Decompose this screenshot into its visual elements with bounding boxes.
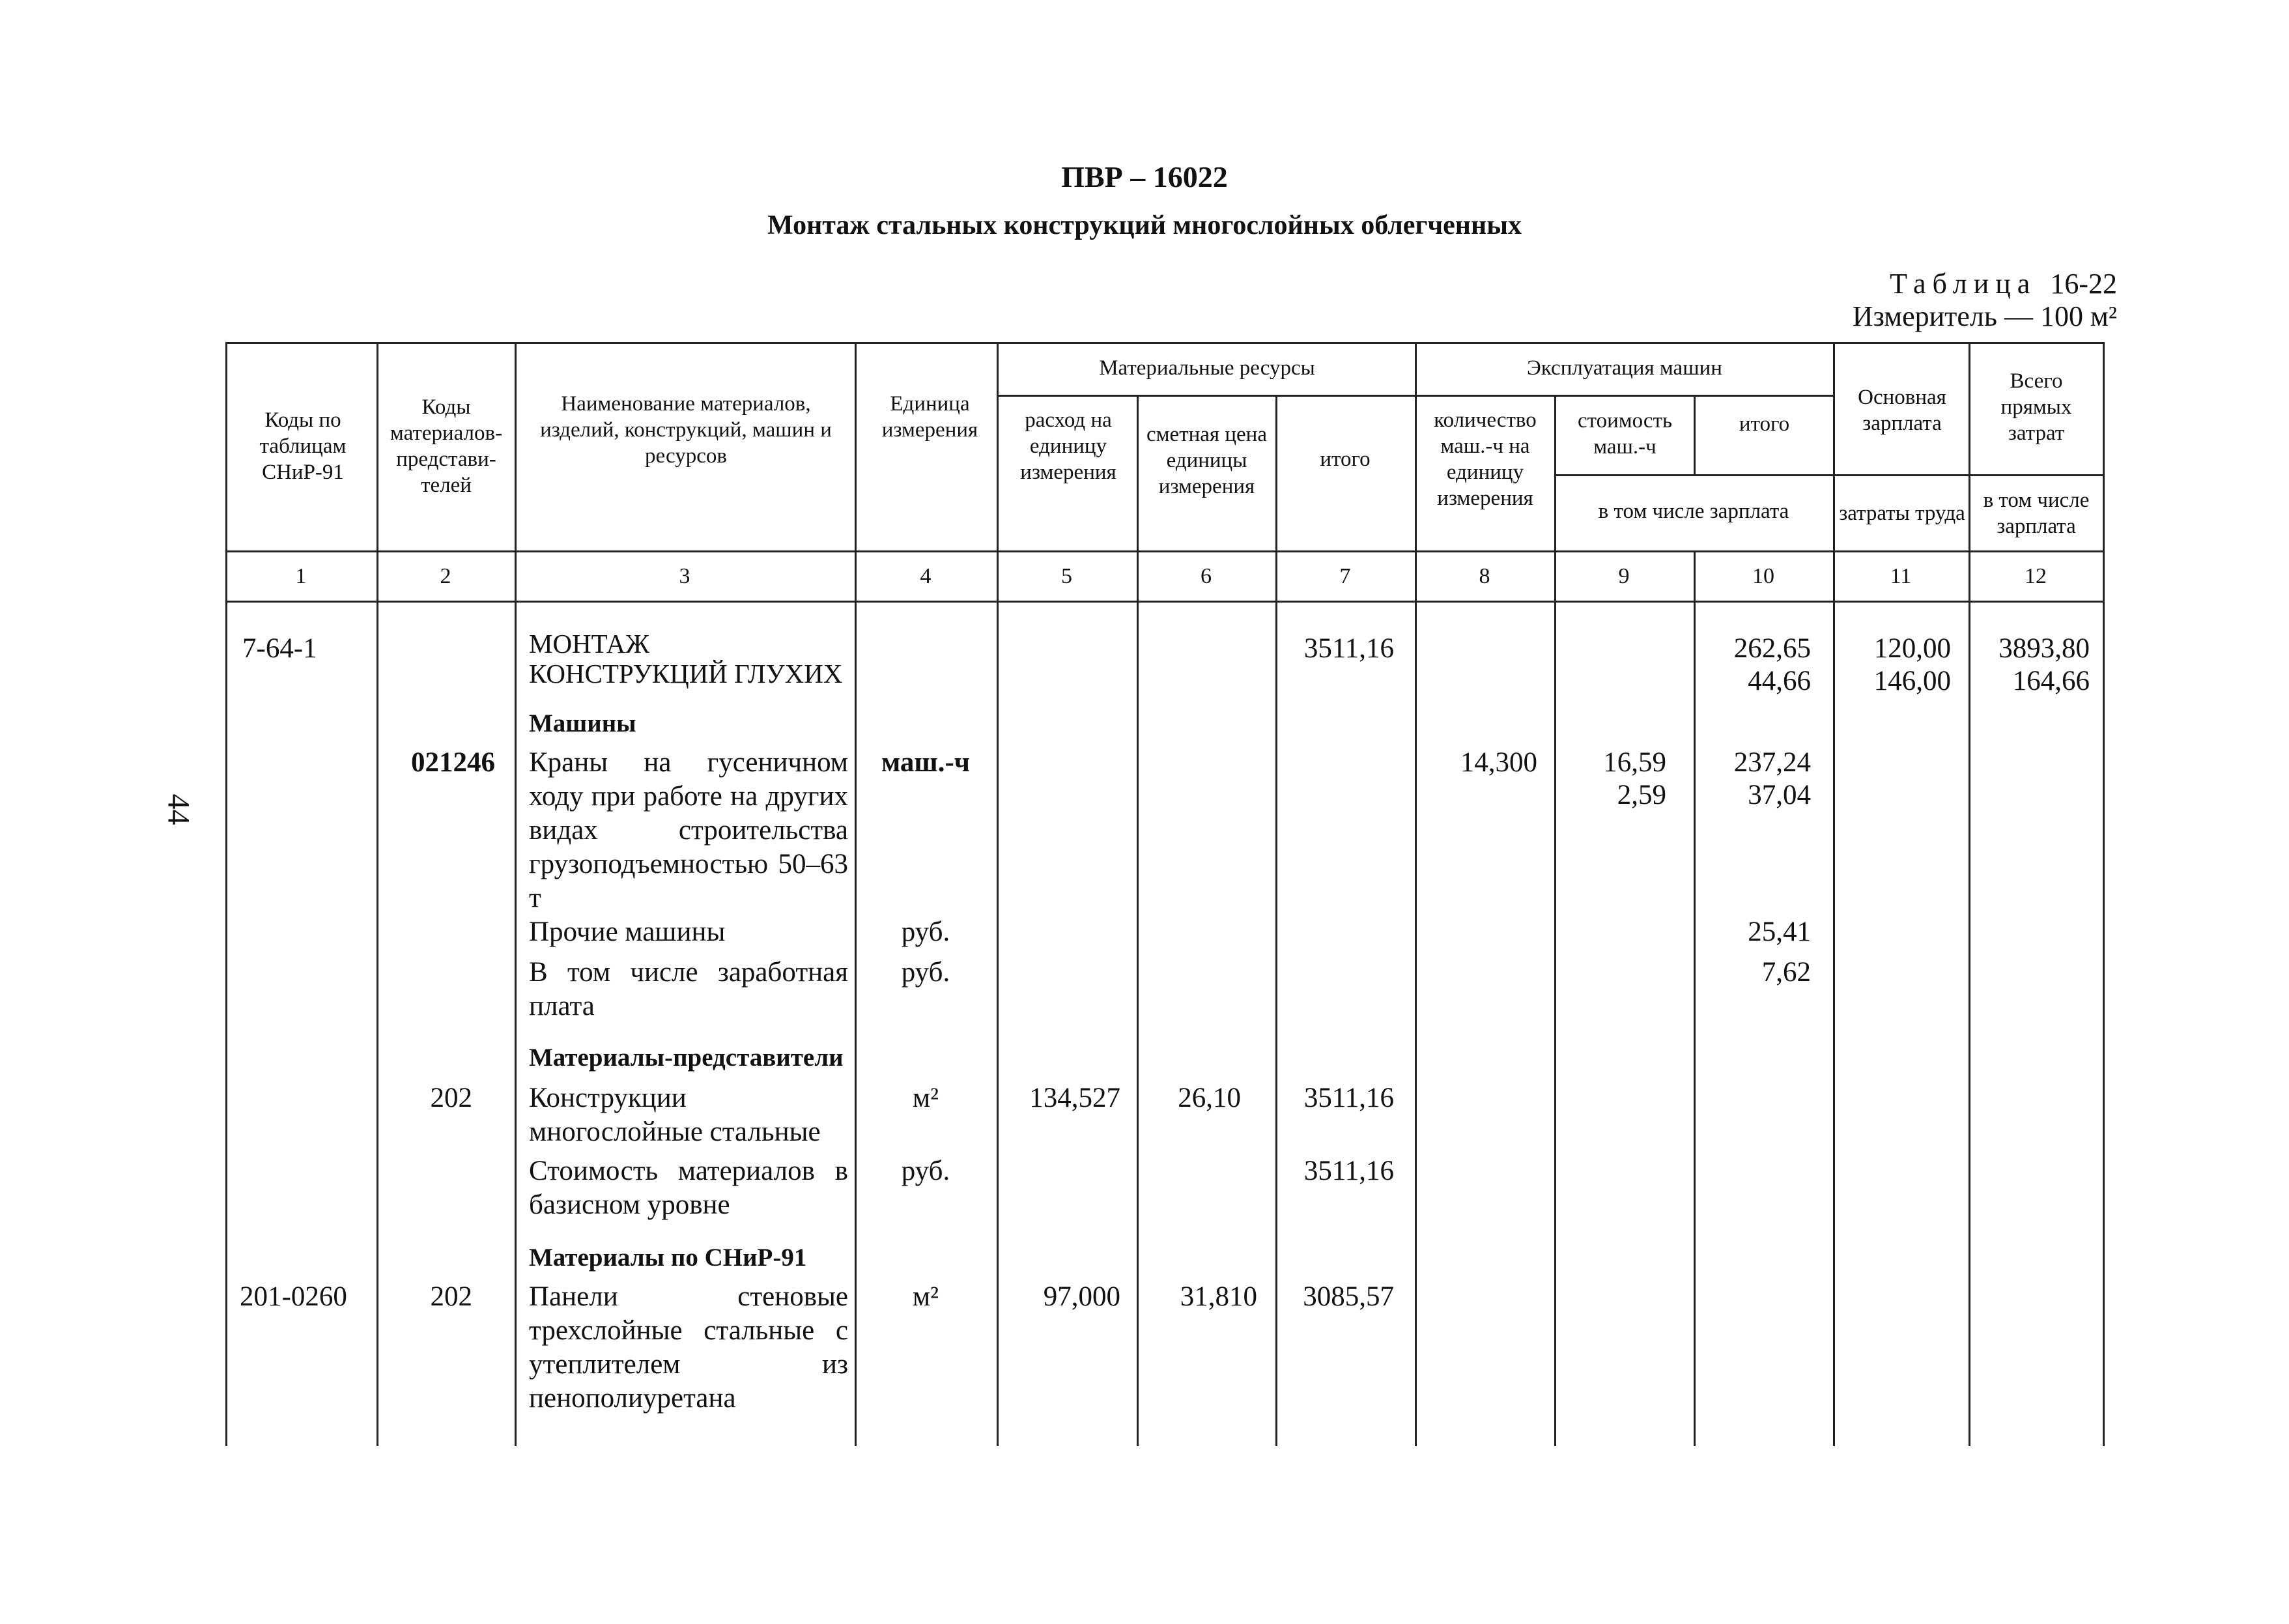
col-line-5 [1137,395,1139,1446]
table-number: 16-22 [2050,268,2117,300]
row-cost-name: Стоимость материалов в базисном уровне [529,1156,848,1220]
col-header-total-direct: Всего прямых затрат [2000,369,2072,445]
numbers-bottom-border [225,601,2103,603]
column-number: 5 [1061,564,1072,588]
row-constr-name: Конструкции многослойные стальные [529,1083,821,1147]
row-other-machine-total: 25,41 [1748,917,1811,947]
row-panel-code-material: 202 [430,1281,472,1312]
row-constr-price: 26,10 [1178,1083,1241,1113]
column-number: 10 [1752,564,1774,588]
row-crane-machine-total-wage: 37,04 [1748,780,1811,810]
col-line-8 [1554,395,1556,1446]
row-cost-material-total: 3511,16 [1303,1156,1394,1186]
column-number: 11 [1890,564,1912,588]
row-constr-material-total: 3511,16 [1303,1083,1394,1113]
row-main-labor: 146,00 [1873,666,1951,696]
row-crane-machine-total: 237,24 [1733,747,1811,778]
row-panel-consumption: 97,000 [1043,1281,1120,1312]
section-machines: Машины [529,709,636,737]
row-crane-machine-cost-wage: 2,59 [1617,780,1666,810]
unit-measure: Измеритель — 100 м² [1852,300,2117,332]
column-number: 4 [920,564,931,588]
document-code: ПВР – 16022 [1061,160,1228,193]
row-panel-material-total: 3085,57 [1303,1281,1394,1312]
row-constr-code: 202 [430,1083,472,1113]
col-line-1 [377,342,378,1446]
row-crane-machine-hours: 14,300 [1460,747,1537,778]
row-wage-machine-total: 7,62 [1761,957,1811,988]
col-line-0 [225,342,227,1446]
row-main-base-wage: 120,00 [1873,633,1951,664]
group-header-material: Материальные ресурсы [1099,356,1315,380]
column-number: 2 [440,564,451,588]
col-header-consumption: расход на единицу измерения [1020,408,1116,484]
document-title: Монтаж стальных конструкций многослойных облегченных [767,210,1522,240]
row-wage-unit: руб. [901,957,950,988]
col-header-unit: Единица измерения [881,392,978,442]
col-header-machine-cost: стоимость маш.-ч [1577,409,1673,459]
header-bottom-border [225,550,2103,552]
row-main-total-wage: 164,66 [2012,666,2090,696]
col-line-10 [1833,342,1835,1446]
row-main-material-total: 3511,16 [1303,633,1394,664]
col-header-total-wage: в том числе зарплата [1983,489,2090,538]
page-number: 44 [161,793,196,825]
col-line-12 [2103,342,2105,1446]
col-line-11 [1969,342,1970,1446]
col-header-machine-hours: количество маш.-ч на единицу измерения [1434,408,1537,510]
row-panel-unit: м² [912,1281,939,1312]
col-header-base-wage: Основная зарплата [1858,386,1946,435]
row-panel-price: 31,810 [1180,1281,1257,1312]
col-header-material-total: итого [1320,448,1371,471]
section-materials: Материалы-представители [529,1044,844,1072]
row-other-name: Прочие машины [529,917,726,947]
row-panel-code-snir: 201-0260 [240,1281,347,1312]
column-number: 1 [295,564,307,588]
section-snir: Материалы по СНиР-91 [529,1244,807,1272]
column-number: 12 [2025,564,2047,588]
col-header-labor: затраты труда [1839,502,1965,525]
col-line-9b [1694,550,1696,1446]
table-label-word: Таблица [1890,268,2037,300]
row-crane-machine-cost: 16,59 [1603,747,1666,778]
col-header-codes-snir: Коды по таблицам СНиР-91 [259,408,347,484]
column-number: 6 [1201,564,1212,588]
sub-header-divider [1554,474,2103,476]
row-cost-unit: руб. [901,1156,950,1186]
col-header-name: Наименование материалов, изделий, конструкций, машин и ресурсов [540,392,832,468]
row-main-machine-wage: 44,66 [1748,666,1811,696]
col-header-price: сметная цена единицы измерения [1146,423,1267,498]
col-header-machine-wage: в том числе зарплата [1598,500,1789,523]
col-header-machine-total: итого [1739,412,1790,436]
col-line-2 [515,342,517,1446]
col-line-6 [1275,395,1277,1446]
row-main-code: 7-64-1 [242,633,317,664]
group-header-machines: Эксплуатация машин [1527,356,1722,380]
col-line-4 [997,342,999,1446]
column-number: 9 [1618,564,1630,588]
row-crane-name: Краны на гусеничном ходу при работе на других видах строительства грузоподъемностью 50–63 т [529,747,848,913]
row-panel-name: Панели стеновые трехслойные стальные с утеплителем из пенополиуретана [529,1281,848,1414]
row-constr-unit: м² [912,1083,939,1113]
col-header-codes-materials: Коды материалов-представи-телей [390,395,503,497]
row-constr-consumption: 134,527 [1029,1083,1120,1113]
row-wage-name: В том числе заработная плата [529,957,848,1021]
table-top-border [225,342,2103,344]
col-line-9 [1694,395,1696,474]
row-main-machine-total: 262,65 [1733,633,1811,664]
row-crane-unit: маш.-ч [881,747,971,778]
column-number: 8 [1479,564,1490,588]
row-main-total-direct: 3893,80 [1998,633,2090,664]
col-line-7 [1415,342,1417,1446]
row-crane-code: 021246 [411,747,495,778]
column-number: 3 [679,564,690,588]
column-number: 7 [1339,564,1351,588]
row-other-unit: руб. [901,917,950,947]
row-main-name: МОНТАЖ КОНСТРУКЦИЙ ГЛУХИХ [529,629,843,689]
